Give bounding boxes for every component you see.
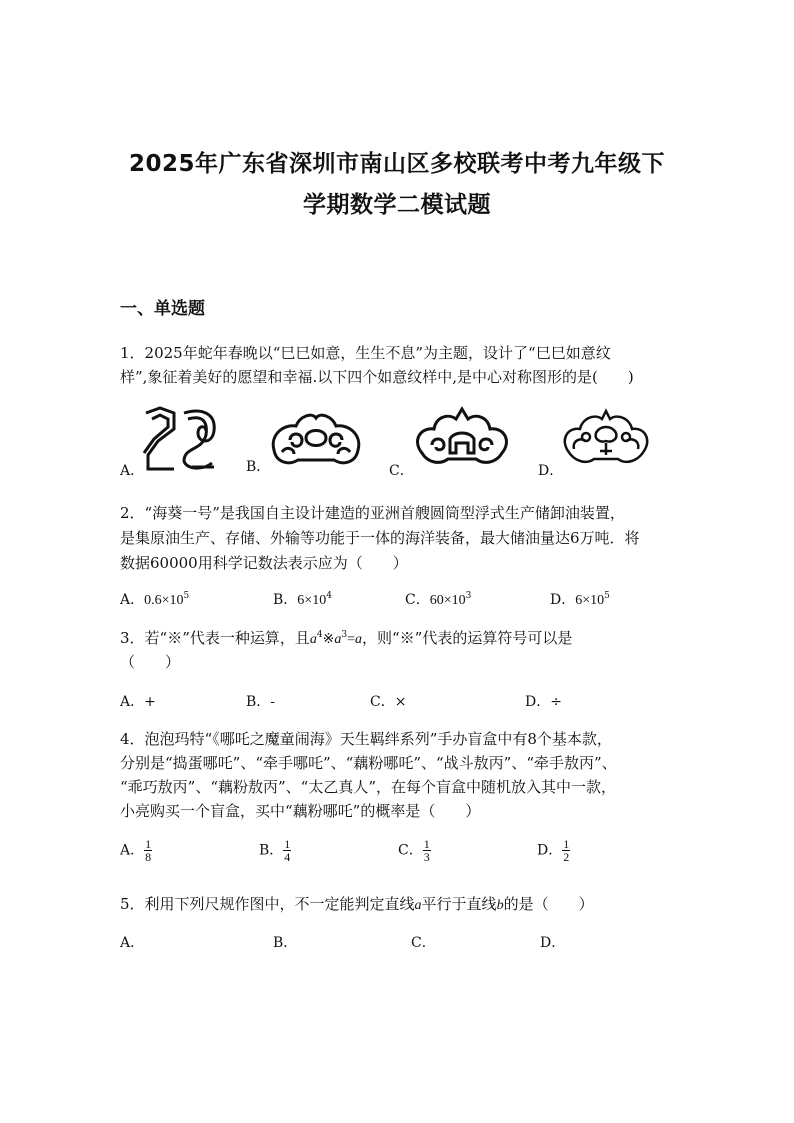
q4-option-d-numerator: 1 [563, 837, 570, 851]
q2-option-d-base: 6×10 [575, 593, 605, 608]
q3-exp1: 4 [316, 630, 323, 640]
q4-option-b-label: B． [259, 842, 284, 859]
q3-op: ※ [322, 632, 335, 647]
exam-title-line1: 2025年广东省深圳市南山区多校联考中考九年级下 [128, 151, 665, 177]
exam-title-line2: 学期数学二模试题 [303, 192, 491, 218]
q2-option-a-exponent: 5 [183, 591, 190, 601]
q2-option-a-label: A． [120, 592, 145, 608]
q1-text-line1: 1．2025年蛇年春晚以“巳巳如意，生生不息”为主题，设计了“巳巳如意纹 [120, 344, 611, 362]
q1-option-a-ruyi-pattern-icon [140, 405, 220, 473]
q4-option-d-label: D． [537, 842, 563, 859]
q4-option-b-denominator: 4 [284, 850, 291, 864]
q3-expr-a1: a [309, 632, 317, 647]
q5-line-a: a [414, 898, 422, 913]
q5-suffix: 的是（ ） [503, 895, 594, 913]
q1-option-d-label: D． [538, 463, 564, 479]
q4-option-d [537, 838, 570, 863]
q1-option-b-cloud-pattern-icon [268, 410, 364, 468]
q2-text-line2: 是集原油生产、存储、外输等功能于一体的海洋装备，最大储油量达6万吨．将 [120, 529, 640, 547]
q3-text-line1 [120, 627, 572, 648]
q5-option-c-label: C． [411, 935, 436, 951]
q2-text-line3: 数据60000用科学记数法表示应为（ ） [120, 554, 408, 572]
q4-option-a-denominator: 8 [145, 850, 152, 864]
q1-text-line2: 样”,象征着美好的愿望和幸福.以下四个如意纹样中,是中心对称图形的是( ) [120, 368, 634, 386]
q5-line-b: b [496, 898, 504, 913]
q4-text-line3: “乖巧敖丙”、“藕粉敖丙”、“太乙真人”，在每个盲盒中随机放入其中一款， [120, 778, 617, 796]
q3-expr-a3: a [355, 632, 362, 647]
q5-option-b-label: B． [273, 935, 298, 951]
q2-option-d-exponent: 5 [604, 591, 610, 601]
q3-prefix: 3．若“※”代表一种运算，且 [120, 629, 310, 647]
q4-option-c [398, 838, 431, 863]
q2-option-c [405, 589, 471, 609]
q2-option-d [550, 589, 610, 609]
q5-option-a-label: A． [120, 935, 145, 951]
q4-option-c-numerator: 1 [423, 837, 430, 851]
q3-option-c: C．× [370, 694, 407, 710]
q4-option-c-label: C． [398, 842, 423, 859]
q3-suffix: ，则“※”代表的运算符号可以是 [362, 629, 573, 647]
q3-expr-a2: a [334, 632, 342, 647]
q4-option-c-denominator: 3 [423, 850, 430, 864]
q4-option-c-fraction [423, 838, 431, 863]
section-heading-single-choice: 一、单选题 [120, 299, 205, 319]
q4-option-d-fraction [562, 838, 570, 863]
q4-option-a-label: A． [120, 842, 145, 859]
q2-option-a-base: 0.6×10 [144, 593, 184, 608]
q3-option-a: A．+ [120, 694, 156, 710]
q1-option-c-cloud-pattern-icon [412, 405, 512, 473]
q4-text-line1: 4．泡泡玛特“《哪吒之魔童闹海》天生羁绊系列”手办盲盒中有8个基本款， [120, 730, 612, 748]
q3-text-line2: （ ） [120, 653, 181, 671]
q4-text-line2: 分别是“捣蛋哪吒”、“牵手哪吒”、“藕粉哪吒”、“战斗敖丙”、“牵手敖丙”、 [120, 754, 617, 772]
q2-option-b [273, 589, 332, 609]
q1-option-c-label: C． [389, 463, 414, 479]
q3-option-b: B．- [246, 694, 276, 710]
q5-mid: 平行于直线 [421, 895, 497, 913]
q2-text-line1: 2．“海葵一号”是我国自主设计建造的亚洲首艘圆筒型浮式生产储卸油装置， [120, 504, 625, 522]
q1-option-b-label: B． [246, 459, 271, 475]
q2-option-c-base: 60×10 [429, 593, 466, 608]
q5-option-d-label: D． [540, 935, 566, 951]
q4-option-a [120, 838, 152, 863]
q4-text-line4: 小亮购买一个盲盒，买中“藕粉哪吒”的概率是（ ） [120, 802, 481, 820]
q4-option-a-fraction [144, 838, 152, 863]
q2-option-b-base: 6×10 [297, 593, 327, 608]
q1-option-a-label: A． [120, 463, 145, 479]
q4-option-d-denominator: 2 [563, 850, 570, 864]
q5-text-line1 [120, 893, 594, 914]
q2-option-b-exponent: 4 [326, 591, 332, 601]
q2-option-c-label: C． [405, 592, 430, 608]
q2-option-c-exponent: 3 [465, 591, 472, 601]
q4-option-b-fraction [283, 838, 291, 863]
q2-option-a [120, 589, 189, 609]
q3-option-d: D．÷ [525, 694, 562, 710]
q2-option-b-label: B． [273, 592, 298, 608]
q4-option-a-numerator: 1 [145, 837, 152, 851]
q1-option-d-cloud-pattern-icon [560, 407, 652, 471]
q2-option-d-label: D． [550, 592, 576, 608]
q5-prefix: 5．利用下列尺规作图中，不一定能判定直线 [120, 895, 415, 913]
q3-exp2: 3 [341, 630, 348, 640]
q4-option-b-numerator: 1 [284, 837, 291, 851]
q4-option-b [259, 838, 291, 863]
q3-eq: = [347, 632, 355, 647]
